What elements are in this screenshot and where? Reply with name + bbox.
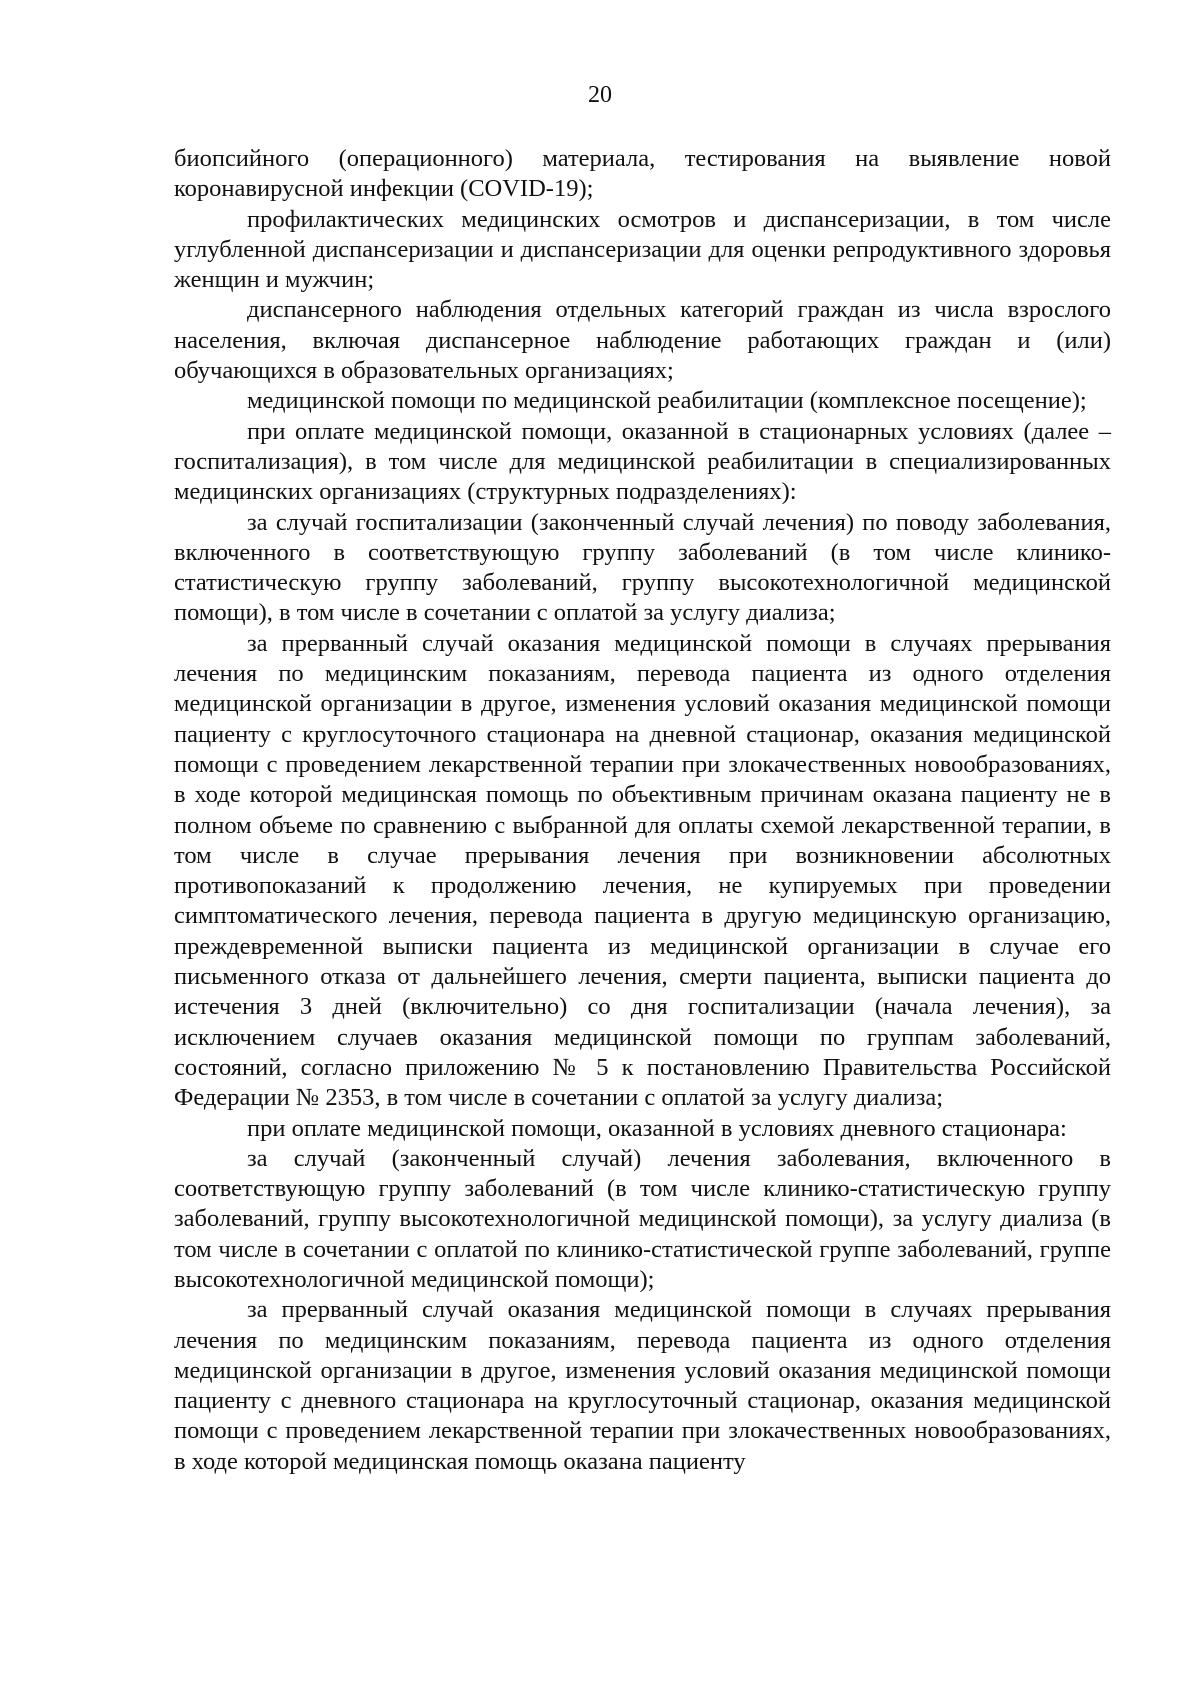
paragraph: профилактических медицинских осмотров и диспансеризации, в том числе углубленной диспансеризации и диспансеризации для оценки репродуктивного здоровья женщин и мужчин; xyxy=(174,205,1111,294)
paragraph: за прерванный случай оказания медицинской помощи в случаях прерывания лечения по медицинским показаниям, перевода пациента из одного отделения медицинской организации в другое, изменения условий оказания медицинской помощи пациенту с круглосуточного стационара на дневной стационар, оказания медицинской помощи с проведением лекарственной терапии при злокачественных новообразованиях, в ходе которой медицинская помощь по объективным причинам оказана пациенту не в полном объеме по сравнению с выбранной для оплаты схемой лекарственной терапии, в том числе в случае прерывания лечения при возникновении абсолютных противопоказаний к продолжению лечения, не купируемых при проведении симптоматического лечения, перевода пациента в другую медицинскую организацию, преждевременной выписки пациента из медицинской организации в случае его письменного отказа от дальнейшего лечения, смерти пациента, выписки пациента до истечения 3 дней (включительно) со дня госпитализации (начала лечения), за исключением случаев оказания медицинской помощи по группам заболеваний, состояний, согласно приложению № 5 к постановлению Правительства Российской Федерации № 2353, в том числе в сочетании с оплатой за услугу диализа; xyxy=(174,629,1111,1112)
paragraph: медицинской помощи по медицинской реабилитации (комплексное посещение); xyxy=(247,387,1087,415)
paragraph: за случай госпитализации (законченный случай лечения) по поводу заболевания, включенного в соответствующую группу заболеваний (в том числе клинико-статистическую группу заболеваний, группу высокотехнологичной медицинской помощи), в том числе в сочетании с оплатой за услугу диализа; xyxy=(174,508,1111,627)
page-number: 20 xyxy=(588,82,612,108)
paragraph: диспансерного наблюдения отдельных категорий граждан из числа взрослого населения, включая диспансерное наблюдение работающих граждан и (или) обучающихся в образовательных организациях; xyxy=(174,296,1111,385)
paragraph-incomplete: за прерванный случай оказания медицинской помощи в случаях прерывания лечения по медицинским показаниям, перевода пациента из одного отделения медицинской организации в другое, изменения условий оказания медицинской помощи пациенту с дневного стационара на круглосуточный стационар, оказания медицинской помощи с проведением лекарственной терапии при злокачественных новообразованиях, в ходе которой медицинская помощь оказана пациенту xyxy=(174,1296,1111,1475)
paragraph: за случай (законченный случай) лечения заболевания, включенного в соответствующую группу заболеваний (в том числе клинико-статистическую группу заболеваний, группу высокотехнологичной медицинской помощи), за услугу диализа (в том числе в сочетании с оплатой по клинико-статистической группе заболеваний, группе высокотехнологичной медицинской помощи); xyxy=(174,1144,1111,1293)
paragraph: при оплате медицинской помощи, оказанной в условиях дневного стационара: xyxy=(247,1114,1067,1142)
paragraph: при оплате медицинской помощи, оказанной в стационарных условиях (далее – госпитализация), в том числе для медицинской реабилитации в специализированных медицинских организациях (структурных подразделениях): xyxy=(174,417,1111,506)
paragraph-continuation: биопсийного (операционного) материала, тестирования на выявление новой коронавирусной инфекции (COVID-19); xyxy=(174,145,1111,203)
document-body xyxy=(174,144,1111,1477)
